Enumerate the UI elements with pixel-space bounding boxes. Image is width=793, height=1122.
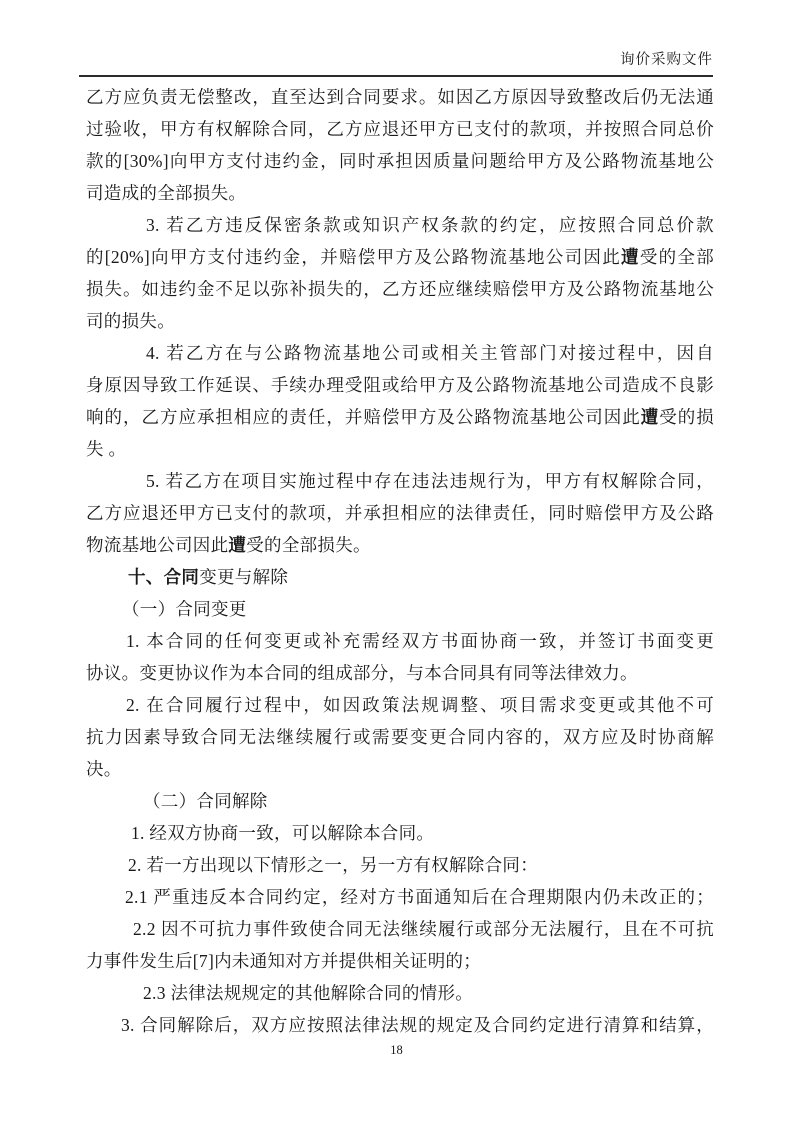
text-line — [86, 913, 714, 945]
text-segment: 司的损失。 — [86, 311, 175, 331]
text-segment: 协议。变更协议作为本合同的组成部分，与本合同具有同等法律效力。 — [86, 663, 638, 683]
text-line — [86, 881, 714, 913]
text-line — [86, 113, 714, 145]
text-segment: 2.2 因不可抗力事件致使合同无法继续履行或部分无法履行，且在不可抗 — [133, 919, 714, 939]
bold-text-segment: 遭 — [640, 407, 660, 427]
text-line — [86, 977, 714, 1009]
text-line — [86, 401, 714, 433]
text-line — [86, 465, 714, 497]
text-segment: 变更与解除 — [199, 567, 289, 587]
text-segment: 受的损 — [659, 407, 714, 427]
text-line — [86, 1009, 714, 1041]
text-segment: 2.3 法律法规规定的其他解除合同的情形。 — [143, 983, 474, 1003]
text-body — [86, 81, 714, 1041]
text-segment: 1. 经双方协商一致，可以解除本合同。 — [131, 823, 435, 843]
text-segment: 3. 合同解除后，双方应按照法律法规的规定及合同约定进行清算和结算， — [121, 1015, 714, 1035]
text-line — [86, 561, 714, 593]
page-header — [80, 51, 713, 69]
text-line — [86, 177, 714, 209]
text-line — [86, 593, 714, 625]
text-line — [86, 497, 714, 529]
text-line — [86, 305, 714, 337]
text-segment: 响的，乙方应承担相应的责任，并赔偿甲方及公路物流基地公司因此 — [86, 407, 641, 427]
header-label: 询价采购文件 — [620, 52, 713, 68]
text-segment: 失 。 — [86, 439, 127, 459]
text-segment: 3. 若乙方违反保密条款或知识产权条款的约定，应按照合同总价款 — [146, 215, 714, 235]
text-segment: 4. 若乙方在与公路物流基地公司或相关主管部门对接过程中，因自 — [146, 343, 714, 363]
bold-text-segment: 遭 — [228, 535, 247, 555]
text-segment: 5. 若乙方在项目实施过程中存在违法违规行为，甲方有权解除合同， — [146, 471, 714, 491]
text-line — [86, 209, 714, 241]
text-segment: 1. 本合同的任何变更或补充需经双方书面协商一致，并签订书面变更 — [126, 631, 714, 651]
text-line — [86, 273, 714, 305]
text-line — [86, 721, 714, 753]
text-line — [86, 529, 714, 561]
text-line — [86, 241, 714, 273]
text-segment: （一）合同变更 — [122, 599, 247, 619]
text-line — [86, 625, 714, 657]
text-segment: 款的[30%]向甲方支付违约金，同时承担因质量问题给甲方及公路物流基地公 — [86, 151, 714, 171]
text-segment: 乙方应退还甲方已支付的款项，并承担相应的法律责任，同时赔偿甲方及公路 — [86, 503, 714, 523]
text-line — [86, 81, 714, 113]
header-rule — [79, 75, 713, 77]
text-segment: 受的全部损失。 — [246, 535, 371, 555]
text-line — [86, 689, 714, 721]
text-line — [86, 433, 714, 465]
text-segment: 司造成的全部损失。 — [86, 183, 247, 203]
text-line — [86, 945, 714, 977]
text-segment: 力事件发生后[7]内未通知对方并提供相关证明的； — [86, 951, 482, 971]
text-segment: 乙方应负责无偿整改，直至达到合同要求。如因乙方原因导致整改后仍无法通 — [86, 87, 714, 107]
text-segment: 决。 — [86, 759, 122, 779]
text-line — [86, 817, 714, 849]
text-segment: 受的全部 — [639, 247, 715, 267]
text-segment: 抗力因素导致合同无法继续履行或需要变更合同内容的，双方应及时协商解 — [86, 727, 714, 747]
text-segment: 2.1 严重违反本合同约定，经对方书面通知后在合理期限内仍未改正的； — [125, 887, 714, 907]
bold-text-segment: 十、合同 — [128, 567, 200, 587]
text-line — [86, 785, 714, 817]
text-line — [86, 849, 714, 881]
text-segment: 的[20%]向甲方支付违约金，并赔偿甲方及公路物流基地公司因此 — [86, 247, 621, 267]
text-line — [86, 753, 714, 785]
text-line — [86, 337, 714, 369]
text-segment: 损失。如违约金不足以弥补损失的，乙方还应继续赔偿甲方及公路物流基地公 — [86, 279, 714, 299]
text-segment: 2. 若一方出现以下情形之一，另一方有权解除合同： — [128, 855, 538, 875]
text-segment: 身原因导致工作延误、手续办理受阻或给甲方及公路物流基地公司造成不良影 — [86, 375, 714, 395]
text-line — [86, 369, 714, 401]
text-segment: 过验收，甲方有权解除合同，乙方应退还甲方已支付的款项，并按照合同总价 — [86, 119, 714, 139]
bold-text-segment: 遭 — [621, 247, 640, 267]
text-segment: （二）合同解除 — [143, 791, 268, 811]
text-line — [86, 145, 714, 177]
text-line — [86, 657, 714, 689]
text-segment: 物流基地公司因此 — [86, 535, 229, 555]
page-number: 18 — [390, 1043, 403, 1057]
text-segment: 2. 在合同履行过程中，如因政策法规调整、项目需求变更或其他不可 — [126, 695, 714, 715]
